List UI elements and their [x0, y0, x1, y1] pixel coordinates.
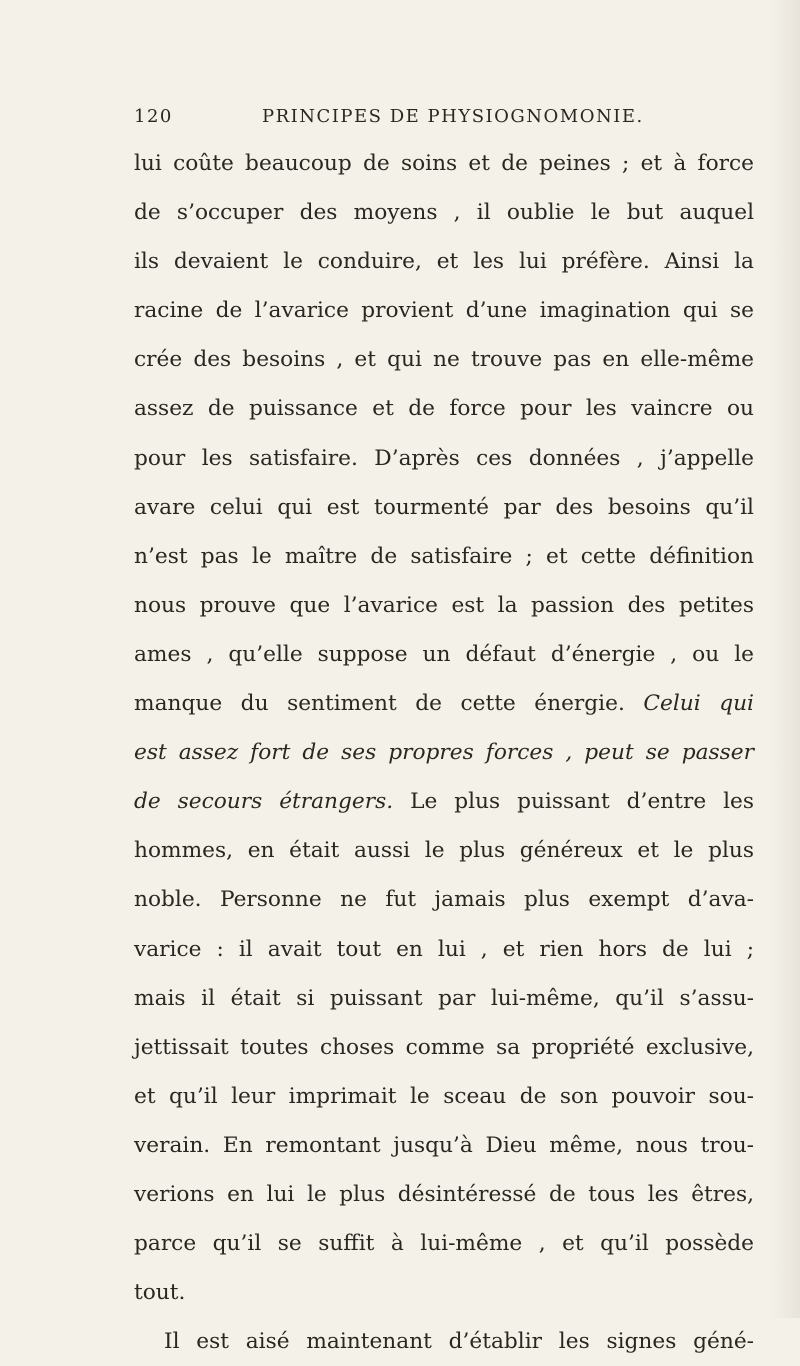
text-line — [134, 679, 754, 728]
italic-quote: de secours étrangers. — [134, 789, 394, 815]
body-text — [134, 139, 754, 1366]
text-roman: manque du sentiment de cette énergie. — [134, 691, 625, 717]
text-line: et qu’il leur imprimait le sceau de son pouvoir sou- — [134, 1083, 754, 1109]
text-line: hommes, en était aussi le plus généreux et le plus — [134, 838, 754, 864]
text-line: racine de l’avarice provient d’une imagination qui se — [134, 298, 754, 324]
text-line: pour les satisfaire. D’après ces données , j’appelle — [134, 445, 754, 471]
text-line: lui coûte beaucoup de soins et de peines ; et à force — [134, 151, 754, 176]
text-line: parce qu’il se suffit à lui-même , et qu’il possède — [134, 1231, 754, 1257]
text-line — [134, 777, 754, 826]
text-line: crée des besoins , et qui ne trouve pas en elle-même — [134, 347, 754, 373]
text-line: jettissait toutes choses comme sa propriété exclusive, — [134, 1034, 754, 1060]
running-head — [134, 106, 754, 136]
running-title: PRINCIPES DE PHYSIOGNOMONIE. — [262, 106, 644, 127]
text-roman: Le plus puissant d’entre les — [410, 789, 754, 815]
page-edge-shadow — [770, 0, 800, 1318]
text-line: varice : il avait tout en lui , et rien hors de lui ; — [134, 936, 754, 962]
text-line: ils devaient le conduire, et les lui préfère. Ainsi la — [134, 249, 754, 275]
paragraph-start-line: Il est aisé maintenant d’établir les signes géné- — [164, 1329, 754, 1355]
text-line: assez de puissance et de force pour les vaincre ou — [134, 396, 754, 422]
text-line: ames , qu’elle suppose un défaut d’énergie , ou le — [134, 641, 754, 667]
text-line: mais il était si puissant par lui-même, qu’il s’assu- — [134, 985, 754, 1011]
page-number: 120 — [134, 106, 173, 127]
text-line: nous prouve que l’avarice est la passion des petites — [134, 592, 754, 618]
text-line: tout. — [134, 1280, 186, 1306]
text-line: n’est pas le maître de satisfaire ; et cette définition — [134, 543, 754, 569]
text-line: de s’occuper des moyens , il oublie le but auquel — [134, 200, 754, 226]
text-line: verions en lui le plus désintéressé de tous les êtres, — [134, 1181, 754, 1207]
text-line: noble. Personne ne fut jamais plus exempt d’ava- — [134, 887, 754, 913]
italic-quote: Celui qui — [643, 691, 754, 717]
italic-quote-line: est assez fort de ses propres forces , peut se passer — [134, 740, 754, 766]
text-line: avare celui qui est tourmenté par des besoins qu’il — [134, 494, 754, 520]
text-line: verain. En remontant jusqu’à Dieu même, nous trou- — [134, 1132, 754, 1158]
